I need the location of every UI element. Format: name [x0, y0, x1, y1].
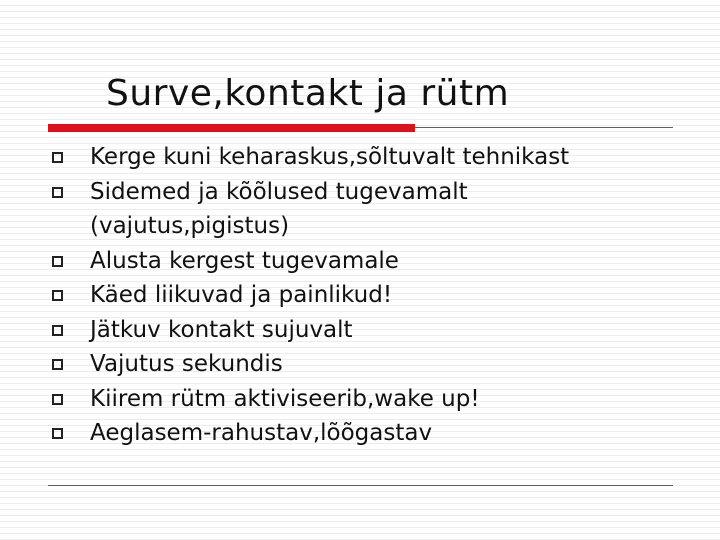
bullet-text: Aeglasem-rahustav,lõõgastav: [90, 420, 433, 446]
bullet-list: [48, 140, 688, 451]
bullet-item: [48, 416, 688, 451]
bullet-item: [48, 244, 688, 279]
bullet-text: Jätkuv kontakt sujuvalt: [90, 316, 353, 343]
bullet-text: Kiirem rütm aktiviseerib,wake up!: [90, 385, 480, 412]
bullet-item: [48, 382, 688, 417]
bullet-text: Kerge kuni keharaskus,sõltuvalt tehnikast: [90, 144, 570, 170]
slide-title: Surve,kontakt ja rütm: [106, 73, 510, 114]
bullet-text-continuation: (vajutus,pigistus): [90, 213, 290, 239]
bullet-item: [48, 278, 688, 313]
square-bullet-icon: [52, 325, 63, 336]
bullet-item: [48, 140, 688, 175]
title-underline-accent: [48, 124, 415, 132]
square-bullet-icon: [52, 359, 63, 370]
square-bullet-icon: [52, 428, 63, 439]
square-bullet-icon: [52, 256, 63, 267]
footer-divider: [48, 485, 673, 486]
bullet-text: Käed liikuvad ja painlikud!: [90, 282, 393, 308]
bullet-text: Vajutus sekundis: [90, 351, 283, 377]
square-bullet-icon: [52, 152, 63, 163]
square-bullet-icon: [52, 290, 63, 301]
title-underline-thin: [415, 127, 673, 128]
bullet-text: Alusta kergest tugevamale: [90, 247, 399, 274]
bullet-item: [48, 313, 688, 348]
square-bullet-icon: [52, 187, 63, 198]
bullet-text: Sidemed ja kõõlused tugevamalt: [90, 178, 468, 205]
bullet-item: [48, 347, 688, 382]
bullet-item: [48, 175, 688, 244]
square-bullet-icon: [52, 394, 63, 405]
